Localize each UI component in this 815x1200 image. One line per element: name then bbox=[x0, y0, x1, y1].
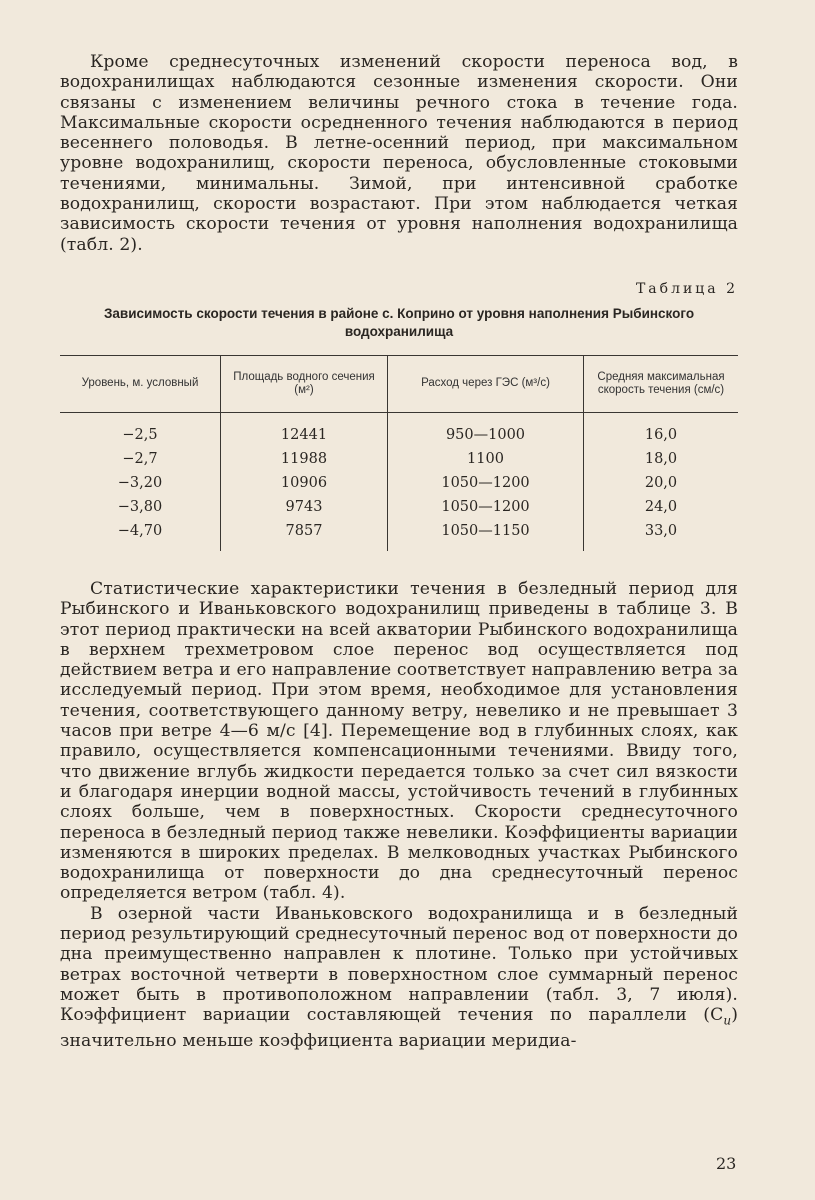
page-content bbox=[60, 52, 738, 1051]
table-row bbox=[60, 412, 738, 447]
paragraph-2: Статистические характеристики течения в безледный период для Рыбинского и Иваньковского водохранилищ приведены в таблице 3. В этот период практически на всей акватории Рыбинского водохранилища в верхнем трехметровом слое перенос вод осуществляется под действием ветра и его направление соответствует направлению ветра за исследуемый период. При этом время, необходимое для установления течения, соответствующего данному ветру, невелико и не превышает 3 часов при ветре 4—6 м/с [4]. Перемещение вод в глубинных слоях, как правило, осуществляется компенсационными течениями. Ввиду того, что движение вглубь жидкости передается только за счет сил вязкости и благодаря инерции водной массы, устойчивость течений в глубинных слоях больше, чем в поверхностных. Скорости среднесуточного переноса в безледный период также невелики. Коэффициенты вариации изменяются в широких пределах. В мелководных участках Рыбинского водохранилища от поверхности до дна среднесуточный перенос определяется ветром (табл. 4). bbox=[60, 578, 738, 904]
paragraph-1: Кроме среднесуточных изменений скорости переноса вод, в водохранилищах наблюдаются сезонные изменения скорости. Они связаны с изменением величины речного стока в течение года. Максимальные скорости осредненного течения наблюдаются в период весеннего половодья. В летне-осенний период, при максимальном уровне водохранилищ, скорости переноса, обусловленные стоковыми течениями, минимальны. Зимой, при интенсивной сработке водохранилищ, скорости возрастают. При этом наблюдается четкая зависимость скорости течения от уровня наполнения водохранилища (табл. 2). bbox=[60, 52, 738, 255]
cell-area: 11988 bbox=[221, 447, 388, 471]
paragraph-3 bbox=[60, 904, 738, 1052]
cell-discharge: 1100 bbox=[388, 447, 584, 471]
cell-velocity: 16,0 bbox=[584, 412, 739, 447]
cell-level: −2,7 bbox=[122, 450, 158, 467]
table-row bbox=[60, 447, 738, 471]
header-level: Уровень, м. условный bbox=[60, 355, 221, 412]
table-row bbox=[60, 471, 738, 495]
cell-area: 12441 bbox=[221, 412, 388, 447]
cell-area: 9743 bbox=[221, 495, 388, 519]
header-area: Площадь водного сечения (м²) bbox=[221, 355, 388, 412]
header-discharge: Расход через ГЭС (м³/с) bbox=[388, 355, 584, 412]
table-header-row bbox=[60, 355, 738, 412]
cell-discharge: 950—1000 bbox=[388, 412, 584, 447]
header-velocity: Средняя максимальная скорость течения (см/с) bbox=[584, 355, 739, 412]
data-table bbox=[60, 355, 738, 551]
cell-velocity: 18,0 bbox=[584, 447, 739, 471]
cell-area: 10906 bbox=[221, 471, 388, 495]
cell-velocity: 33,0 bbox=[584, 519, 739, 551]
cell-velocity: 24,0 bbox=[584, 495, 739, 519]
cell-level: −3,80 bbox=[117, 498, 163, 515]
cell-velocity: 20,0 bbox=[584, 471, 739, 495]
page-number: 23 bbox=[716, 1154, 737, 1173]
paragraph-3-text: В озерной части Иваньковского водохранилища и в безледный период результирующий среднесуточный перенос вод от поверхности до дна преимущественно направлен к плотине. Только при устойчивых ветрах восточной четверти в поверхностном слое суммарный перенос может быть в противоположном направлении (табл. 3, 7 июля). Коэффициент вариации составляющей течения по параллели (C bbox=[60, 903, 738, 1026]
table-title: Зависимость скорости течения в районе с. Коприно от уровня наполнения Рыбинского водохранилища bbox=[103, 305, 695, 339]
cell-level: −4,70 bbox=[117, 522, 163, 539]
cell-area: 7857 bbox=[221, 519, 388, 551]
cell-level: −3,20 bbox=[117, 474, 163, 491]
table-row bbox=[60, 519, 738, 551]
cell-level: −2,5 bbox=[122, 426, 158, 443]
paragraph-3-subscript: u bbox=[723, 1013, 732, 1028]
table-row bbox=[60, 495, 738, 519]
cell-discharge: 1050—1200 bbox=[388, 495, 584, 519]
table-label: Таблица 2 bbox=[635, 280, 738, 297]
cell-discharge: 1050—1150 bbox=[388, 519, 584, 551]
cell-discharge: 1050—1200 bbox=[388, 471, 584, 495]
paragraph-3-end: ) значительно меньше коэффициента вариации меридиа- bbox=[60, 1005, 738, 1051]
